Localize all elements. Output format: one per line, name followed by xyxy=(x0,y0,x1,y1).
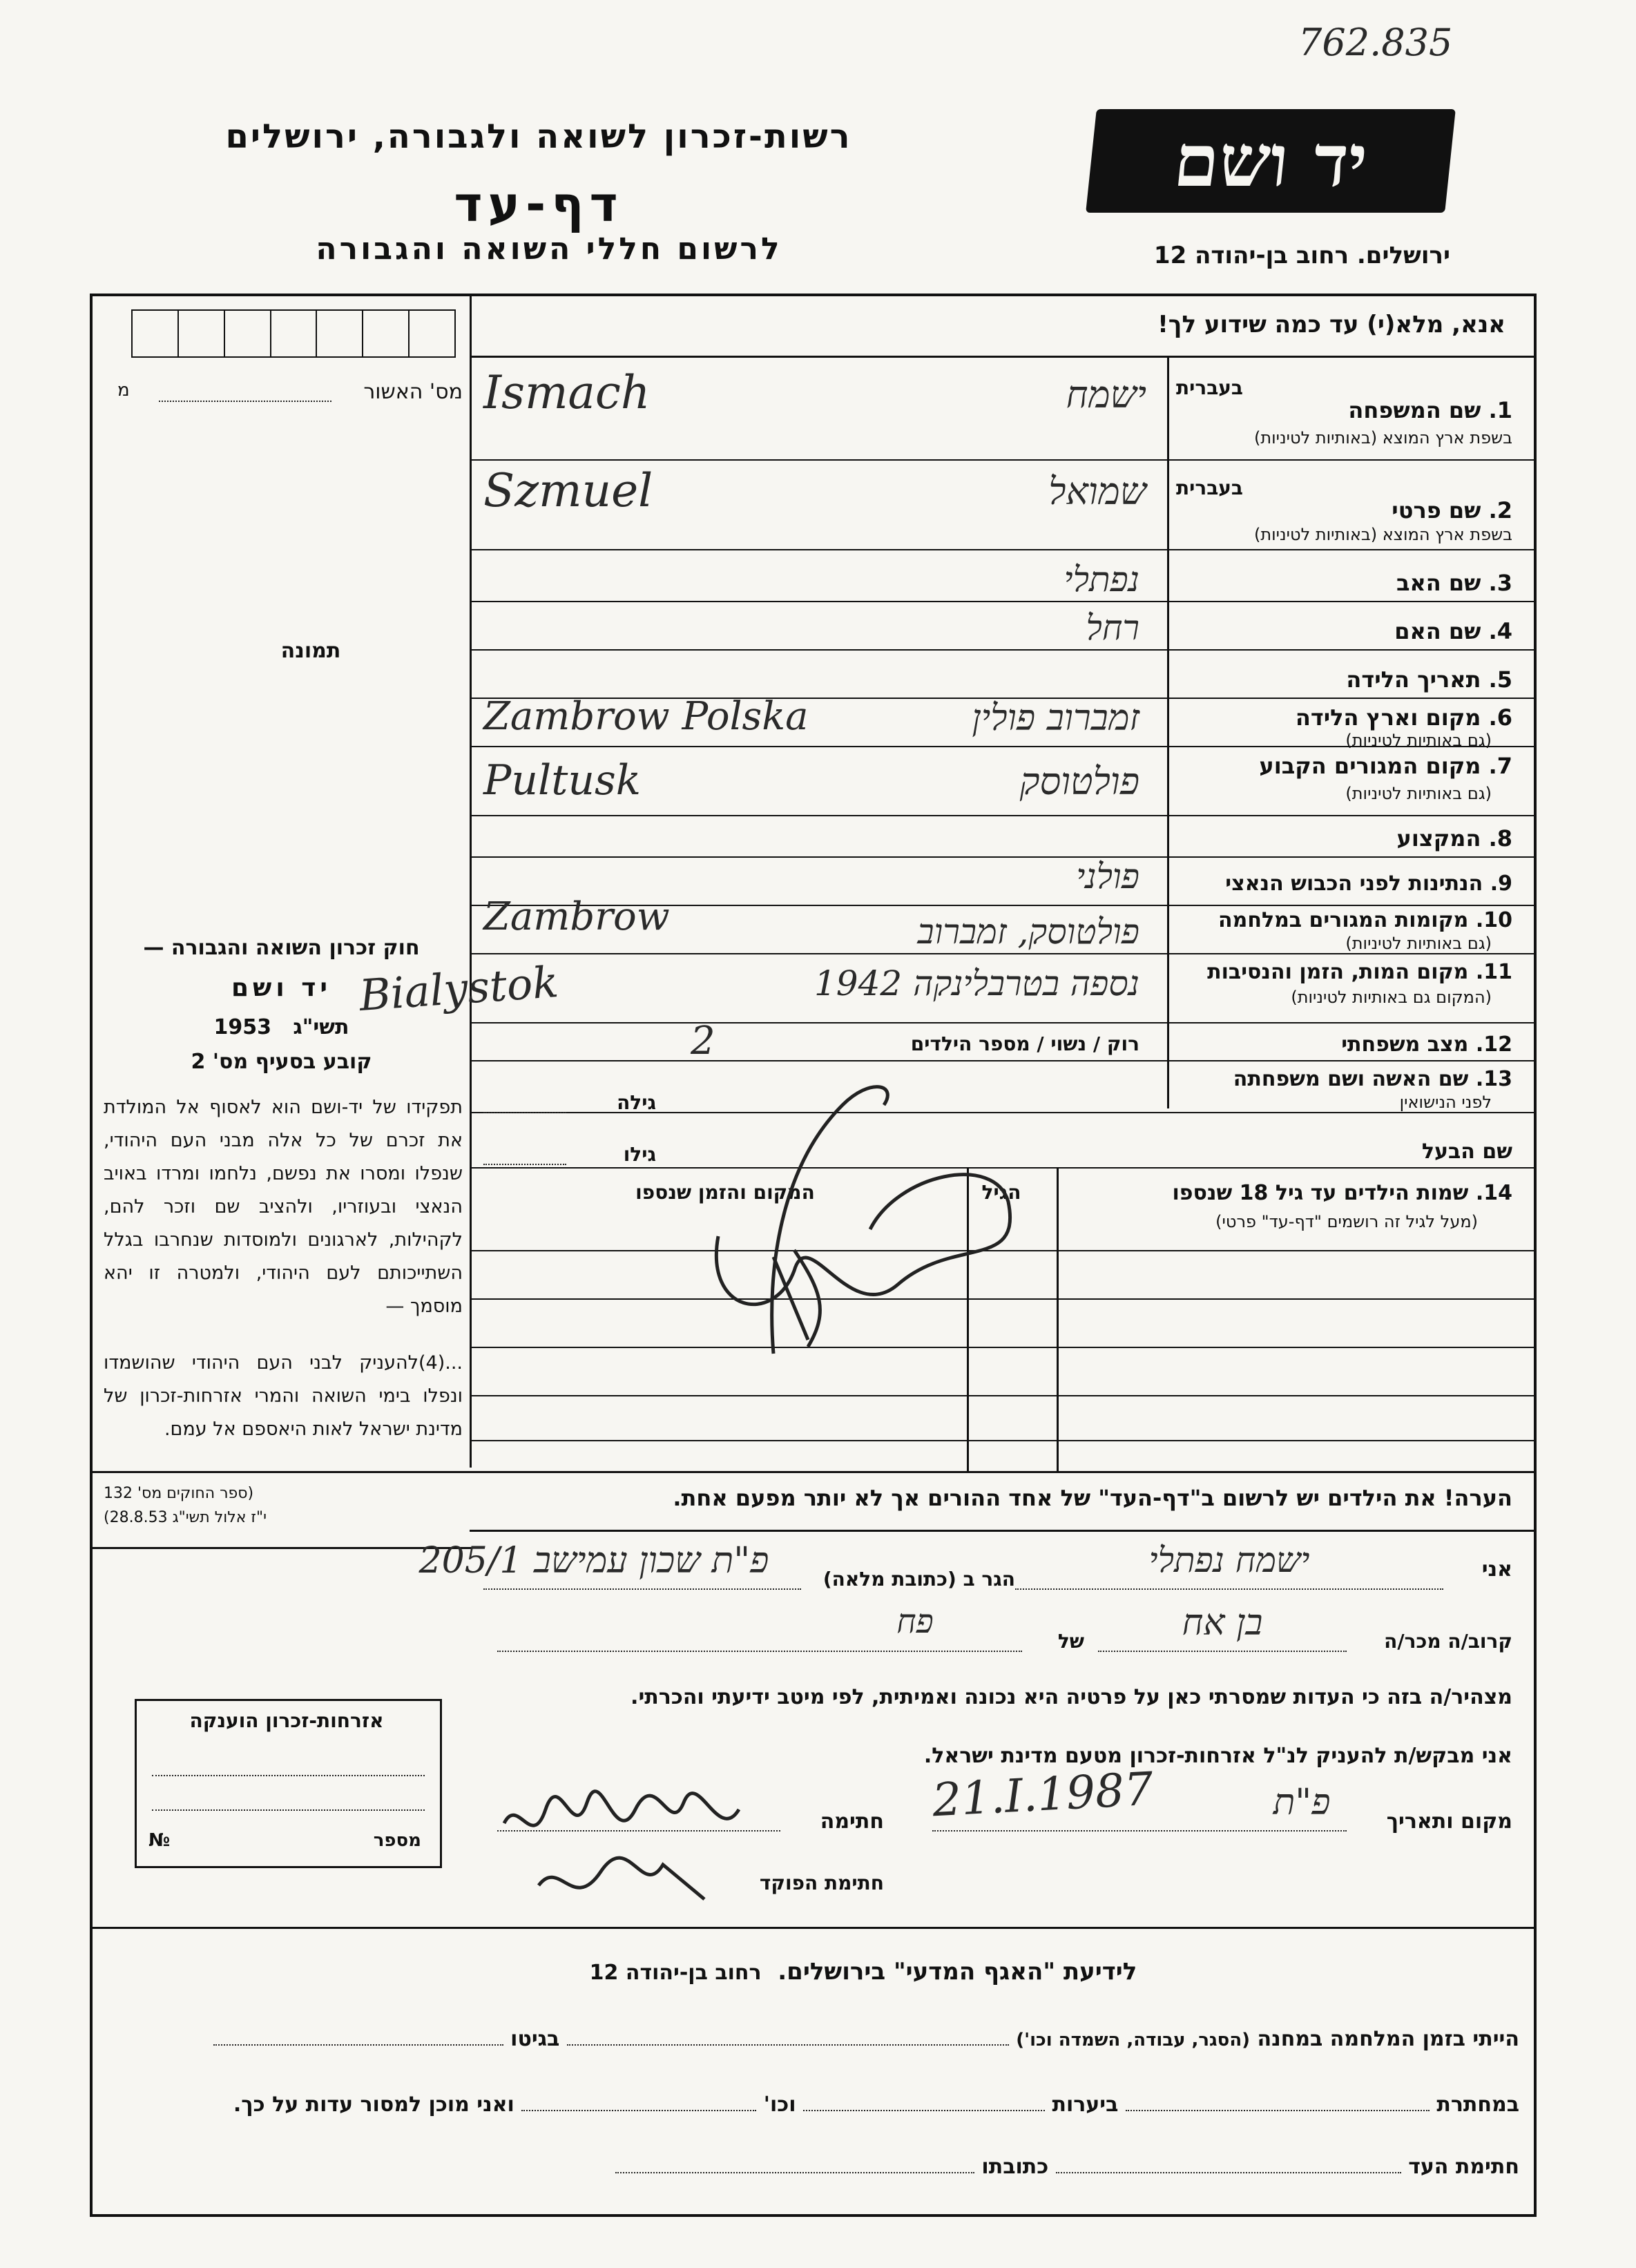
logo-text: יד ושם xyxy=(1170,118,1372,203)
field-7-sub: (גם באותיות לטיניות) xyxy=(1345,784,1492,803)
field-3-label: 3. שם האב xyxy=(1396,570,1512,596)
children-label: 14. שמות הילדים עד גיל 18 שנספו xyxy=(1172,1181,1512,1205)
law-yad: יד ושם xyxy=(231,974,332,1002)
of-value: פח xyxy=(896,1602,934,1641)
field-12-options: רוק / נשוי / מספר הילדים xyxy=(910,1032,1139,1055)
law-clause: קובע בסעיף מס' 2 xyxy=(191,1050,372,1074)
declarant-name: ישמח נפתלי xyxy=(1148,1540,1310,1580)
field-1-sub: בשפת ארץ המוצא (באותיות לטיניות) xyxy=(1254,428,1512,448)
children-col-div-1 xyxy=(1057,1167,1059,1471)
field-2-hebrew-value: שמואל xyxy=(1048,470,1146,513)
field-1-label: 1. שם המשפחה xyxy=(1348,397,1512,423)
field-11-latin-value: Bialystok xyxy=(357,957,561,1021)
citizenship-number-label: מספר xyxy=(373,1830,421,1851)
field-11-value: נספה בטרבלינקה 1942 xyxy=(814,963,1139,1003)
husband-label: שם הבעל xyxy=(1421,1140,1512,1164)
approval-boxes xyxy=(131,309,456,358)
law-body: תפקידו של יד-ושם הוא לאסוף אל המולדת את זכרם של כל אלה מבני העם היהודי, שנפלו ומסרו את נפשם, נלחמו ומרדו באויב הנאצי ובעוזריו, ולהציב שם וזכר להם, לקהילות, לארגונים ולמוסדות שנחרבו בגלל השתייכותם לעם היהודי, ולמטרה זו יהא מוסמך — xyxy=(104,1097,463,1317)
archive-number: 762.835 xyxy=(1298,21,1453,64)
form-title: דף-עד xyxy=(454,176,624,233)
field-10-label: 10. מקומות המגורים במלחמה xyxy=(1218,908,1512,932)
place-value: פ"ת xyxy=(1273,1782,1331,1823)
field-2-sub: בשפת ארץ המוצא (באותיות לטיניות) xyxy=(1254,525,1512,544)
statement: מצהיר/ה בזה כי העדות שמסרתי כאן על פרטיה היא נכונה ואמיתית, לפי מיטב ידיעתי והכרתי. xyxy=(631,1685,1512,1709)
field-7-label: 7. מקום המגורים הקבוע xyxy=(1259,753,1512,779)
children-age-header: הגיל xyxy=(981,1181,1021,1204)
date-value: 21.I.1987 xyxy=(931,1762,1155,1827)
instruction: אנא, מלא(י) עד כמה שידוע לך! xyxy=(1157,311,1505,338)
husband-age-label: גילו xyxy=(623,1143,656,1166)
field-6-sub: (גם באותיות לטיניות) xyxy=(1345,731,1492,750)
field-13-sub: לפני הנישואין xyxy=(1399,1093,1492,1112)
field-9-label: 9. הנתינות לפני הכבוש הנאצי xyxy=(1225,872,1512,896)
field-10-latin-value: Zambrow xyxy=(483,894,670,939)
place-date-label: מקום ותאריך xyxy=(1386,1809,1512,1834)
law-item-4: ...(4)להעניק לבני העם היהודי שהושמדו ונפלו בימי השואה והמרי אזרחות-זכרון של מדינת ישראל לאות היאספם אל עמם. xyxy=(104,1352,463,1440)
field-6-latin-value: Zambrow Polska xyxy=(483,694,809,739)
citizenship-title: אזרחות-זכרון הוענקה xyxy=(189,1709,384,1732)
field-1-in-hebrew: בעברית xyxy=(1175,376,1243,399)
field-3-value: נפתלי xyxy=(1064,559,1139,599)
note: הערה! את הילדים יש לרשום ב"דף-העד" של אחד ההורים אך לא יותר מפעם אחת. xyxy=(673,1485,1512,1511)
of-label: של xyxy=(1057,1630,1084,1653)
field-2-in-hebrew: בעברית xyxy=(1175,477,1243,499)
officer-signature-label: חתימת הפוקד xyxy=(759,1872,884,1894)
law-title: חוק זכרון השואה והגבורה — xyxy=(143,936,420,960)
field-1-latin-value: Ismach xyxy=(483,366,651,419)
field-6-label: 6. מקום וארץ הלידה xyxy=(1295,704,1512,731)
field-1-hebrew-value: ישמח xyxy=(1066,373,1146,416)
field-7-value: פולטוסק xyxy=(1019,760,1139,803)
relative-label: קרוב/ה מכר/ה xyxy=(1384,1630,1512,1653)
label-column-divider xyxy=(1167,356,1169,1108)
field-11-sub: (המקום גם באותיות לטיניות) xyxy=(1291,988,1492,1007)
field-9-value: פולני xyxy=(1076,856,1139,896)
declarant-signature xyxy=(497,1782,746,1927)
relation-value: בן אח xyxy=(1182,1602,1263,1644)
yad-vashem-logo xyxy=(1086,109,1456,213)
field-4-value: רחל xyxy=(1086,608,1139,648)
field-13-label: 13. שם האשה ושם משפחתה xyxy=(1233,1067,1512,1091)
citizenship-number-suffix: № xyxy=(148,1830,171,1851)
field-7-latin-value: Pultusk xyxy=(483,756,642,805)
field-2-latin-value: Szmuel xyxy=(483,464,653,517)
law-ref-1: (ספר החוקים מס' 132 xyxy=(104,1485,254,1502)
witness-scribble xyxy=(691,1064,1050,1361)
photo-column-divider xyxy=(470,294,472,1468)
wife-age-label: גילה xyxy=(617,1091,656,1114)
law-year: 1953 תשי"ג xyxy=(213,1015,349,1039)
authority-title: רשות-זכרון לשואה ולגבורה, ירושלים xyxy=(225,117,852,156)
field-8-label: 8. המקצוע xyxy=(1396,825,1512,852)
footer-line2: במחתרת ביערות וכו' ואני מוכן למסור עדות על כך. xyxy=(233,2093,1519,2117)
declaration-i-label: אני xyxy=(1481,1557,1512,1582)
field-6-value: זמברוב פולין xyxy=(972,698,1139,739)
footer-line1: הייתי בזמן המלחמה במחנה (הסגר, עבודה, השמדה וכו') בגיטו xyxy=(97,2027,1519,2051)
address-value: פ"ת שכון עמישב 205/1 xyxy=(418,1540,769,1582)
footer-line3: חתימת העד כתובתו xyxy=(97,2155,1519,2179)
field-11-label: 11. מקום המות, הזמן והנסיבות xyxy=(1207,960,1512,984)
field-12-label: 12. מצב משפחתי xyxy=(1341,1032,1512,1057)
children-sub: (מעל לגיל זה רושמים "דף-עד" פרטי) xyxy=(1215,1212,1478,1231)
children-place-header: המקום והזמן שנספו xyxy=(635,1181,815,1204)
field-12-children-count: 2 xyxy=(691,1019,715,1064)
field-10-value: פולטוסק, זמברוב xyxy=(917,912,1139,952)
form-subtitle: לרשום חללי השואה והגבורה xyxy=(316,231,782,267)
resides-label: הגר ב (כתובת מלאה) xyxy=(822,1568,1015,1591)
header-address: ירושלים. רחוב בן-יהודה 12 xyxy=(1153,242,1450,269)
footer-title: לידיעת "האגף המדעי" בירושלים. רחוב בן-יהודה 12 xyxy=(589,1958,1137,1986)
approval-number-label: מס' האשור xyxy=(363,380,463,404)
field-5-label: 5. תאריך הלידה xyxy=(1346,666,1512,693)
field-10-sub: (גם באותיות לטיניות) xyxy=(1345,934,1492,953)
request: אני מבקש/ת להעניק לנ"ל אזרחות-זכרון מטעם מדינת ישראל. xyxy=(923,1744,1512,1768)
field-4-label: 4. שם האם xyxy=(1394,618,1512,644)
law-ref-2: י"ז אלול תשי"ג 28.8.53) xyxy=(104,1509,267,1526)
photo-label: תמונה xyxy=(280,639,341,663)
approval-number-suffix: מ xyxy=(117,380,130,401)
signature-label: חתימה xyxy=(820,1809,884,1834)
field-2-label: 2. שם פרטי xyxy=(1392,497,1512,523)
